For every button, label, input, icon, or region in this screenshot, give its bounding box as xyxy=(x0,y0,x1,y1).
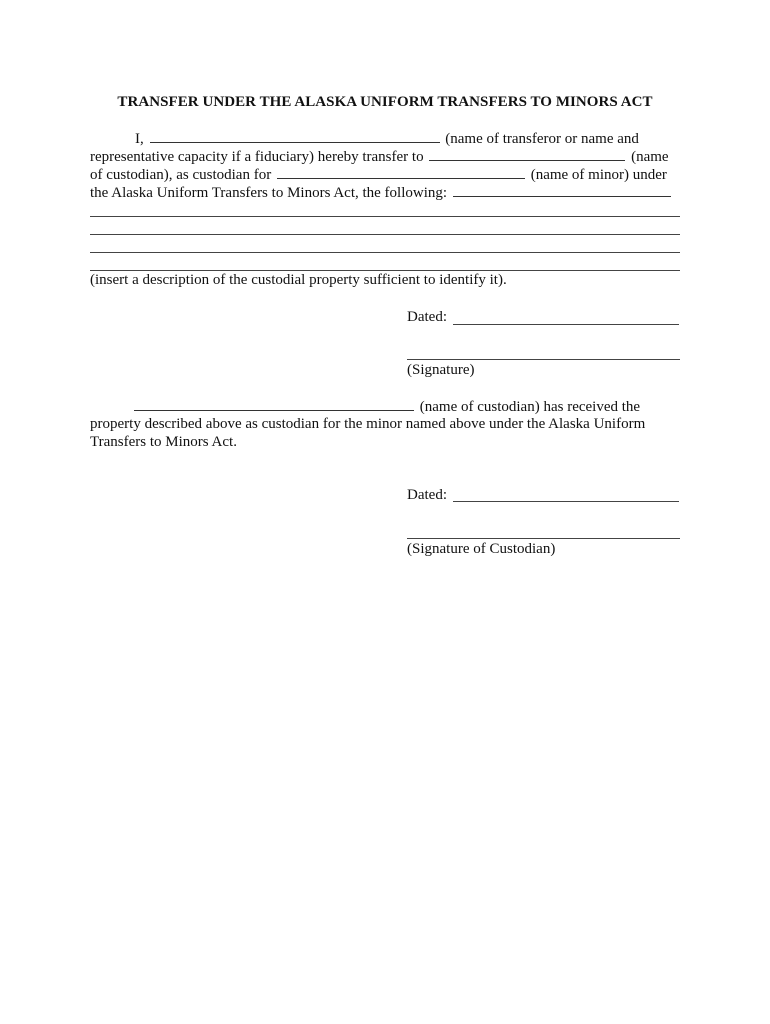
document-title: TRANSFER UNDER THE ALASKA UNIFORM TRANSFERS TO MINORS ACT xyxy=(117,94,653,110)
signature-label: (Signature) xyxy=(407,362,475,378)
custodian-caption: (name xyxy=(631,149,669,165)
dated-label-1: Dated: xyxy=(407,309,447,325)
received-text: (name of custodian) has received the xyxy=(419,399,641,415)
property-description-line-1[interactable] xyxy=(90,216,680,217)
property-description-line-4[interactable] xyxy=(90,270,680,271)
paragraph1-line2 xyxy=(90,148,682,166)
paragraph2-line1 xyxy=(90,398,682,416)
date-field-1[interactable] xyxy=(453,324,679,325)
custodian-name-blank[interactable] xyxy=(429,148,625,161)
property-description-line-2[interactable] xyxy=(90,234,680,235)
transferor-prefix: I, xyxy=(135,131,144,147)
date-field-2[interactable] xyxy=(453,501,679,502)
paragraph2-line3: Transfers to Minors Act. xyxy=(90,434,237,450)
dated-label-2: Dated: xyxy=(407,487,447,503)
signature-field[interactable] xyxy=(407,359,680,360)
following-text: the Alaska Uniform Transfers to Minors Act, the following: xyxy=(90,185,448,201)
transfer-to-text: representative capacity if a fiduciary) hereby transfer to xyxy=(90,149,424,165)
custodian-signature-label: (Signature of Custodian) xyxy=(407,541,556,557)
paragraph1-line3 xyxy=(90,166,682,184)
transferor-caption: (name of transferor or name and xyxy=(445,131,639,147)
property-first-line-blank[interactable] xyxy=(453,184,671,197)
property-description-line-3[interactable] xyxy=(90,252,680,253)
minor-name-blank[interactable] xyxy=(277,166,525,179)
paragraph1-line4 xyxy=(90,184,682,202)
custodian-for-text: of custodian), as custodian for xyxy=(90,167,272,183)
paragraph1-line1 xyxy=(90,130,682,148)
custodian-signature-field[interactable] xyxy=(407,538,680,539)
receiving-custodian-name-blank[interactable] xyxy=(134,398,414,411)
transferor-name-blank[interactable] xyxy=(150,130,440,143)
minor-caption: (name of minor) under xyxy=(530,167,667,183)
paragraph2-line2: property described above as custodian for the minor named above under the Alaska Uniform xyxy=(90,416,646,432)
description-note: (insert a description of the custodial property sufficient to identify it). xyxy=(90,272,507,288)
